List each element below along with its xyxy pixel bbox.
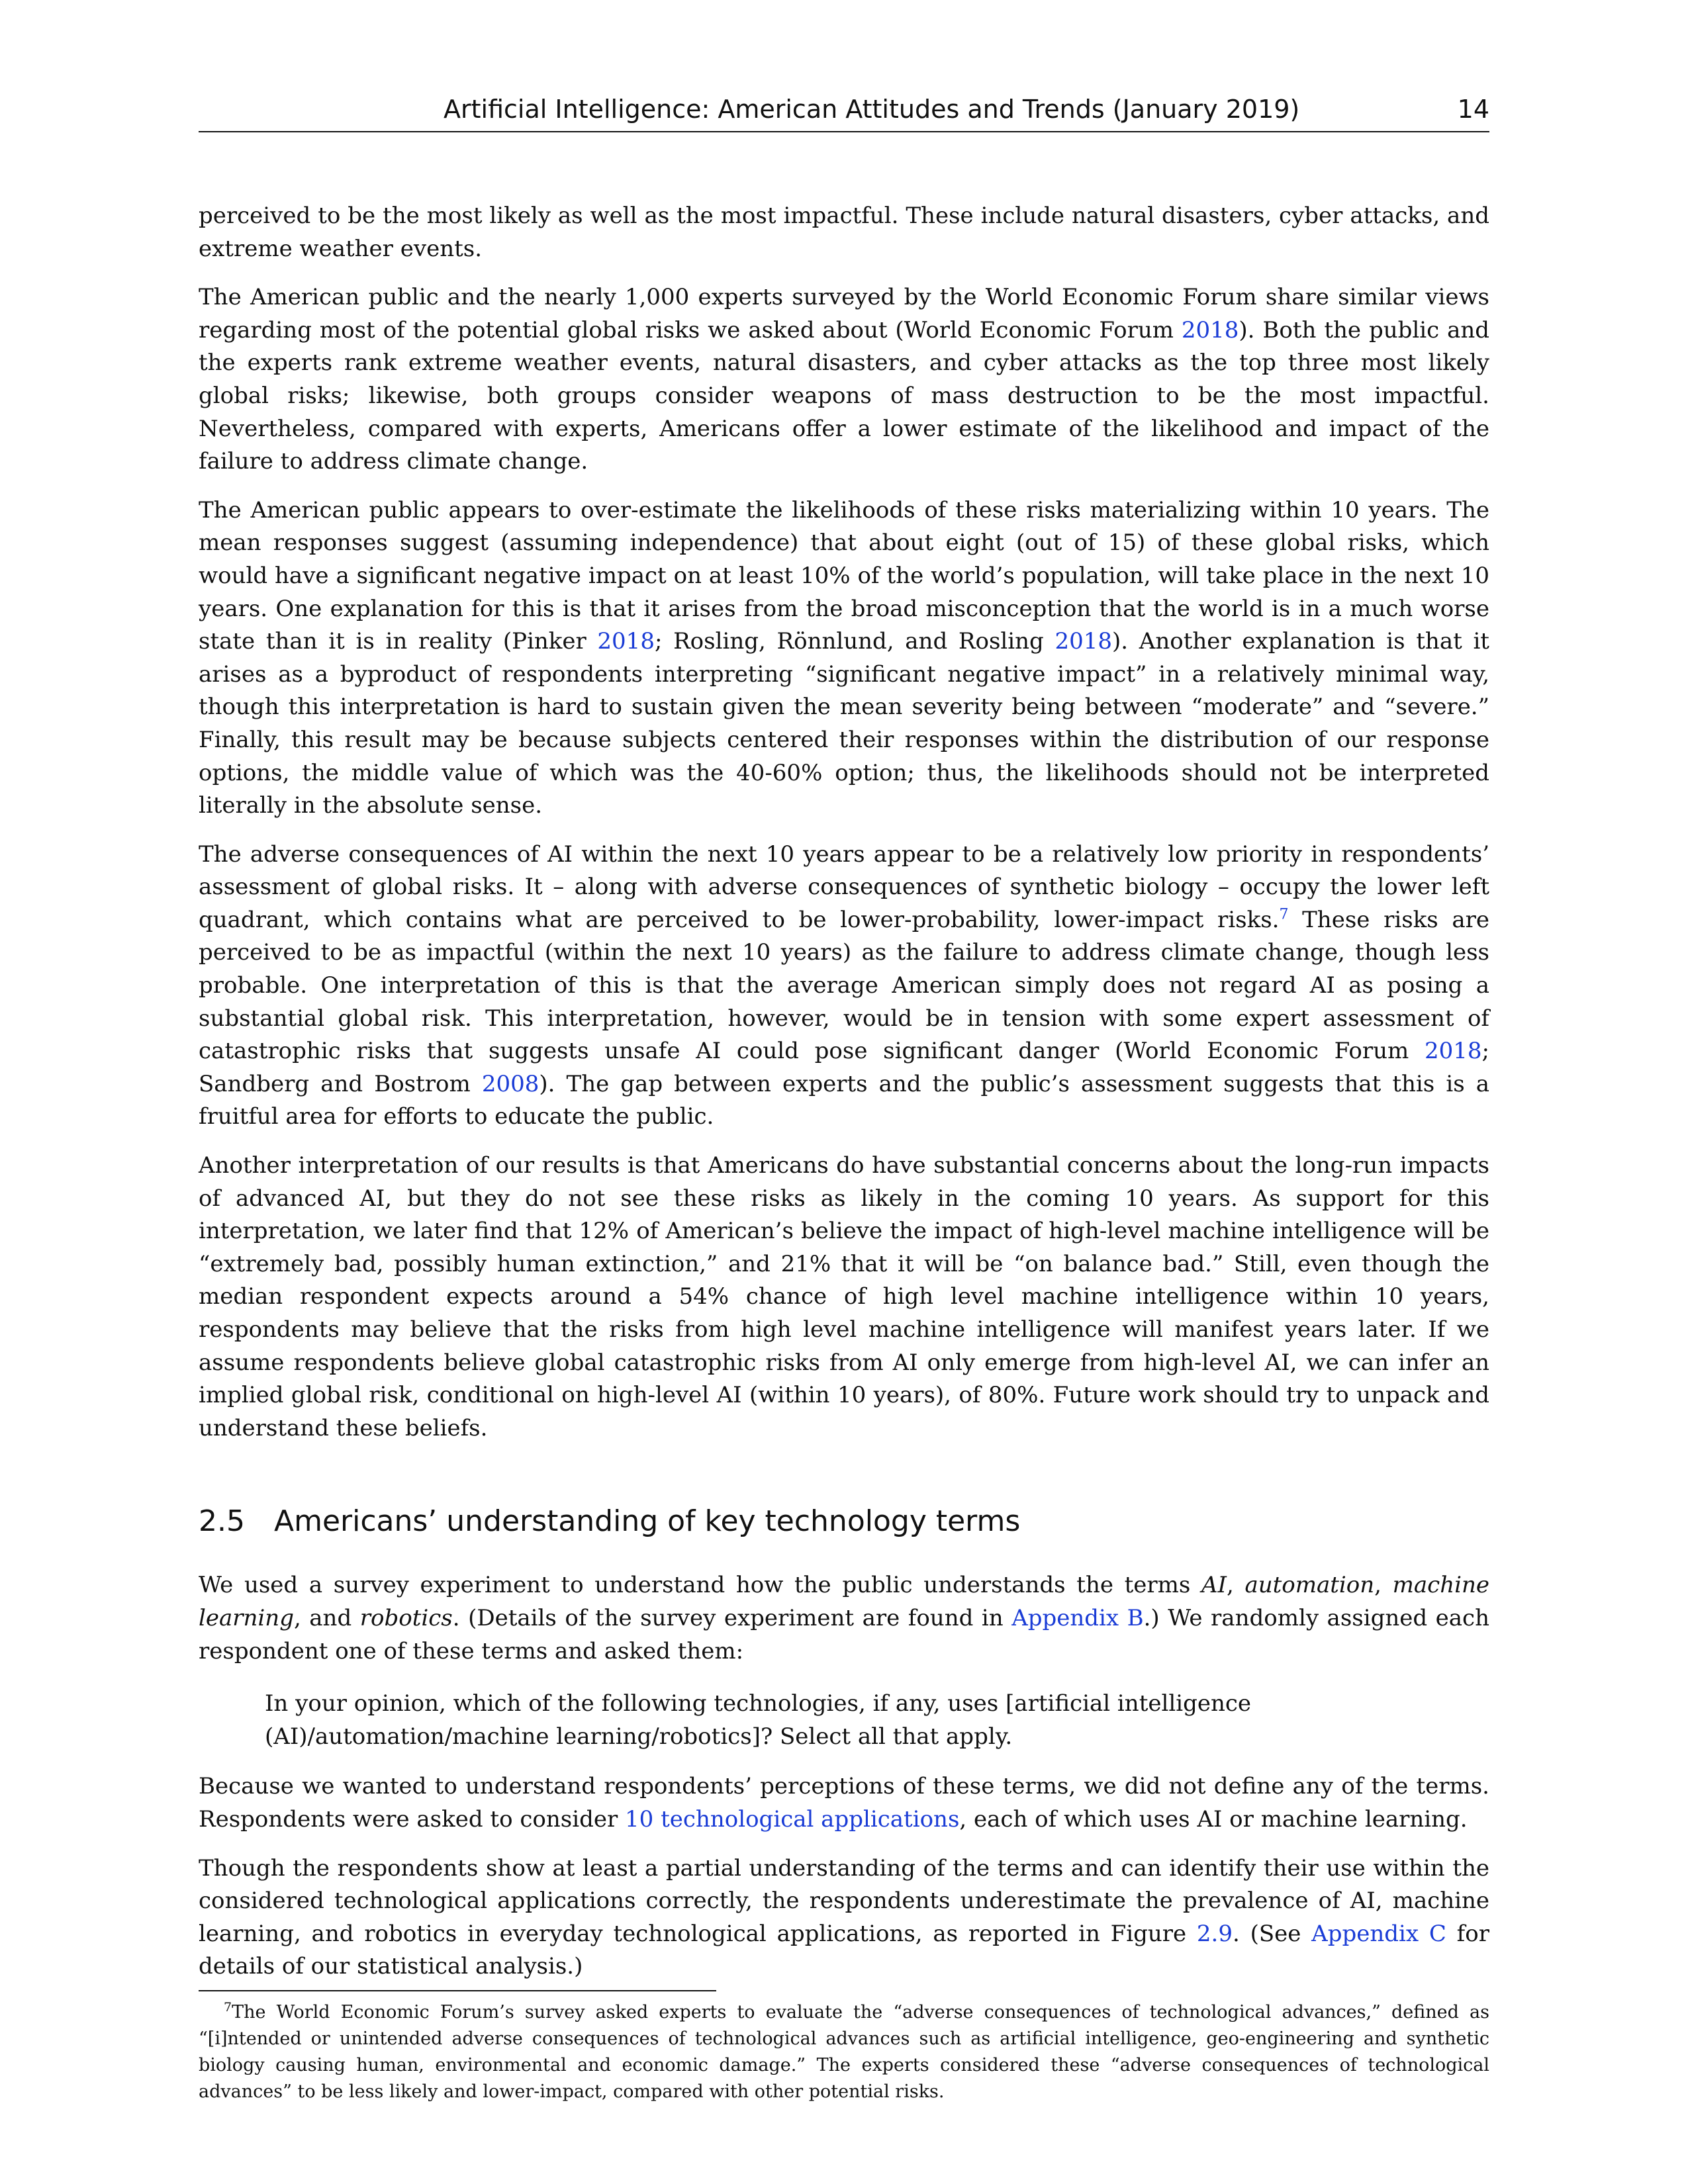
text-run: ). Another explanation is that it arises as a byproduct of respondents interpreting “significant negative impact” in a relatively minimal way, though this interpretation is hard to sustain given the mean severity being between “moderate” and “severe.” Finally, this result may be because subjects centered their responses within the distribution of our response options, the middle value of which was the 40-60% option; thus, the likelihoods should not be interpreted literally in the absolute sense. bbox=[199, 628, 1489, 819]
footnote-text: The World Economic Forum’s survey asked experts to evaluate the “adverse consequences of technological advances,” defined as “[i]ntended or unintended adverse consequences of technological advances such as artificial intelligence, geo-engineering and synthetic biology causing human, environmental and economic damage.” The experts considered these “adverse consequences of technological advances” to be less likely and lower-impact, compared with other potential risks. bbox=[199, 2001, 1489, 2102]
text-run: ). The gap between experts and the public’s assessment suggests that this is a fruitful area for efforts to educate the public. bbox=[199, 1070, 1489, 1130]
technological-applications-link[interactable]: 10 technological applications bbox=[625, 1805, 960, 1833]
appendix-b-link[interactable]: Appendix B bbox=[1011, 1604, 1144, 1631]
citation-link-wef-2018[interactable]: 2018 bbox=[1181, 316, 1239, 343]
citation-link-pinker-2018[interactable]: 2018 bbox=[597, 628, 655, 655]
paragraph-text: perceived to be the most likely as well as the most impactful. These include natural disasters, cyber attacks, and extreme weather events. bbox=[199, 203, 1489, 262]
text-run: The adverse consequences of AI within the next 10 years appear to be a relatively low priority in respondents’ assessment of global risks. It – along with adverse consequences of synthetic biology – occupy the lower left quadrant, which contains what are perceived to be lower-probability, lower-impact risks. bbox=[199, 841, 1489, 933]
citation-link-sandberg-2008[interactable]: 2008 bbox=[481, 1070, 539, 1097]
footnote-divider bbox=[199, 1990, 716, 1999]
section-number: 2.5 bbox=[199, 1504, 245, 1539]
text-run: We used a survey experiment to understand how the public understands the terms bbox=[199, 1572, 1201, 1599]
paragraph-text: Another interpretation of our results is that Americans do have substantial concerns about the long-run impacts of advanced AI, but they do not see these risks as likely in the coming 10 years. As support for this interpretation, we later find that 12% of American’s believe the impact of high-level machine intelligence will be “extremely bad, possibly human extinction,” and 21% that it will be “on balance bad.” Still, even though the median respondent expects around a 54% chance of high level machine intelligence within 10 years, respondents may believe that the risks from high level machine intelligence will manifest years later. If we assume respondents believe global catastrophic risks from AI only emerge from high-level AI, we can infer an implied global risk, conditional on high-level AI (within 10 years), of 80%. Future work should try to unpack and understand these beliefs. bbox=[199, 1152, 1489, 1441]
text-run: Though the respondents show at least a partial understanding of the terms and can identify their use within the considered technological applications correctly, the respondents underestimate the prevalence of AI, machine learning, and robotics in everyday technological applications, as reported in Figure bbox=[199, 1854, 1489, 1947]
document-page bbox=[199, 0, 1489, 2184]
citation-link-wef-2018[interactable]: 2018 bbox=[1425, 1038, 1482, 1065]
survey-question-quote: In your opinion, which of the following technologies, if any, uses [artificial intelligence (AI)/automation/machine learning/robotics]? Select all that apply. bbox=[265, 1690, 1252, 1750]
term-ai: AI bbox=[1201, 1572, 1227, 1599]
paragraph-survey-experiment bbox=[199, 1569, 1489, 1668]
term-robotics: robotics bbox=[359, 1604, 453, 1631]
text-run: ; Rosling, Rönnlund, and Rosling bbox=[654, 628, 1055, 655]
term-machine-learning: machine learning bbox=[199, 1572, 1489, 1631]
paragraph-risk-perception bbox=[199, 200, 1489, 265]
text-run: . (See bbox=[1232, 1920, 1312, 1947]
text-run: , bbox=[1226, 1572, 1245, 1599]
footnote-7 bbox=[199, 1999, 1489, 2105]
text-run: , each of which uses AI or machine learning. bbox=[959, 1805, 1468, 1833]
text-run: ; Sandberg and Bostrom bbox=[199, 1038, 1489, 1097]
running-header bbox=[199, 93, 1489, 132]
section-heading bbox=[199, 1503, 1489, 1540]
paragraph-long-run-concerns bbox=[199, 1150, 1489, 1445]
text-run: These risks are perceived to be as impactful (within the next 10 years) as the failure to address climate change, though less probable. One interpretation of this is that the average American simply does not regard AI as posing a substantial global risk. This interpretation, however, would be in tension with some expert assessment of catastrophic risks that suggests unsafe AI could pose significant danger (World Economic Forum bbox=[199, 906, 1489, 1065]
appendix-c-link[interactable]: Appendix C bbox=[1311, 1920, 1446, 1947]
body-text bbox=[199, 200, 1489, 2105]
section-title: Americans’ understanding of key technology terms bbox=[274, 1504, 1021, 1539]
figure-2-9-link[interactable]: 2.9 bbox=[1196, 1920, 1233, 1947]
text-run: .) We randomly assigned each respondent one of these terms and asked them: bbox=[199, 1604, 1489, 1664]
footnote-marker: 7 bbox=[224, 1999, 232, 2015]
text-run: ). Both the public and the experts rank extreme weather events, natural disasters, and cyber attacks as the top three most likely global risks; likewise, both groups consider weapons of mass destruction to be the most impactful. Nevertheless, compared with experts, Americans offer a lower estimate of the likelihood and impact of the failure to address climate change. bbox=[199, 316, 1490, 475]
text-run: , and bbox=[293, 1604, 360, 1631]
paragraph-public-vs-experts bbox=[199, 281, 1489, 478]
text-run: Because we wanted to understand respondents’ perceptions of these terms, we did not define any of the terms. Respondents were asked to consider bbox=[199, 1773, 1489, 1833]
paragraph-terms-undefined bbox=[199, 1770, 1489, 1836]
text-run: for details of our statistical analysis.) bbox=[199, 1920, 1489, 1980]
citation-link-rosling-2018[interactable]: 2018 bbox=[1055, 628, 1113, 655]
paragraph-underestimate-prevalence bbox=[199, 1852, 1489, 1983]
page-number: 14 bbox=[1457, 95, 1489, 124]
text-run: The American public appears to over-estimate the likelihoods of these risks materializing within 10 years. The mean responses suggest (assuming independence) that about eight (out of 15) of these global risks, which would have a significant negative impact on at least 10% of the world’s population, will take place in the next 10 years. One explanation for this is that it arises from the broad misconception that the world is in a much worse state than it is in reality (Pinker bbox=[199, 496, 1489, 655]
running-title: Artificial Intelligence: American Attitudes and Trends (January 2019) bbox=[444, 95, 1300, 124]
paragraph-ai-low-priority bbox=[199, 839, 1489, 1134]
text-run: The American public and the nearly 1,000 experts surveyed by the World Economic Forum share similar views regarding most of the potential global risks we asked about (World Economic Forum bbox=[199, 284, 1489, 343]
text-run: . (Details of the survey experiment are found in bbox=[452, 1604, 1012, 1631]
text-run: , bbox=[1374, 1572, 1393, 1599]
paragraph-overestimate-likelihood bbox=[199, 494, 1489, 823]
footnote-ref-7[interactable]: 7 bbox=[1279, 906, 1289, 923]
term-automation: automation bbox=[1244, 1572, 1375, 1599]
